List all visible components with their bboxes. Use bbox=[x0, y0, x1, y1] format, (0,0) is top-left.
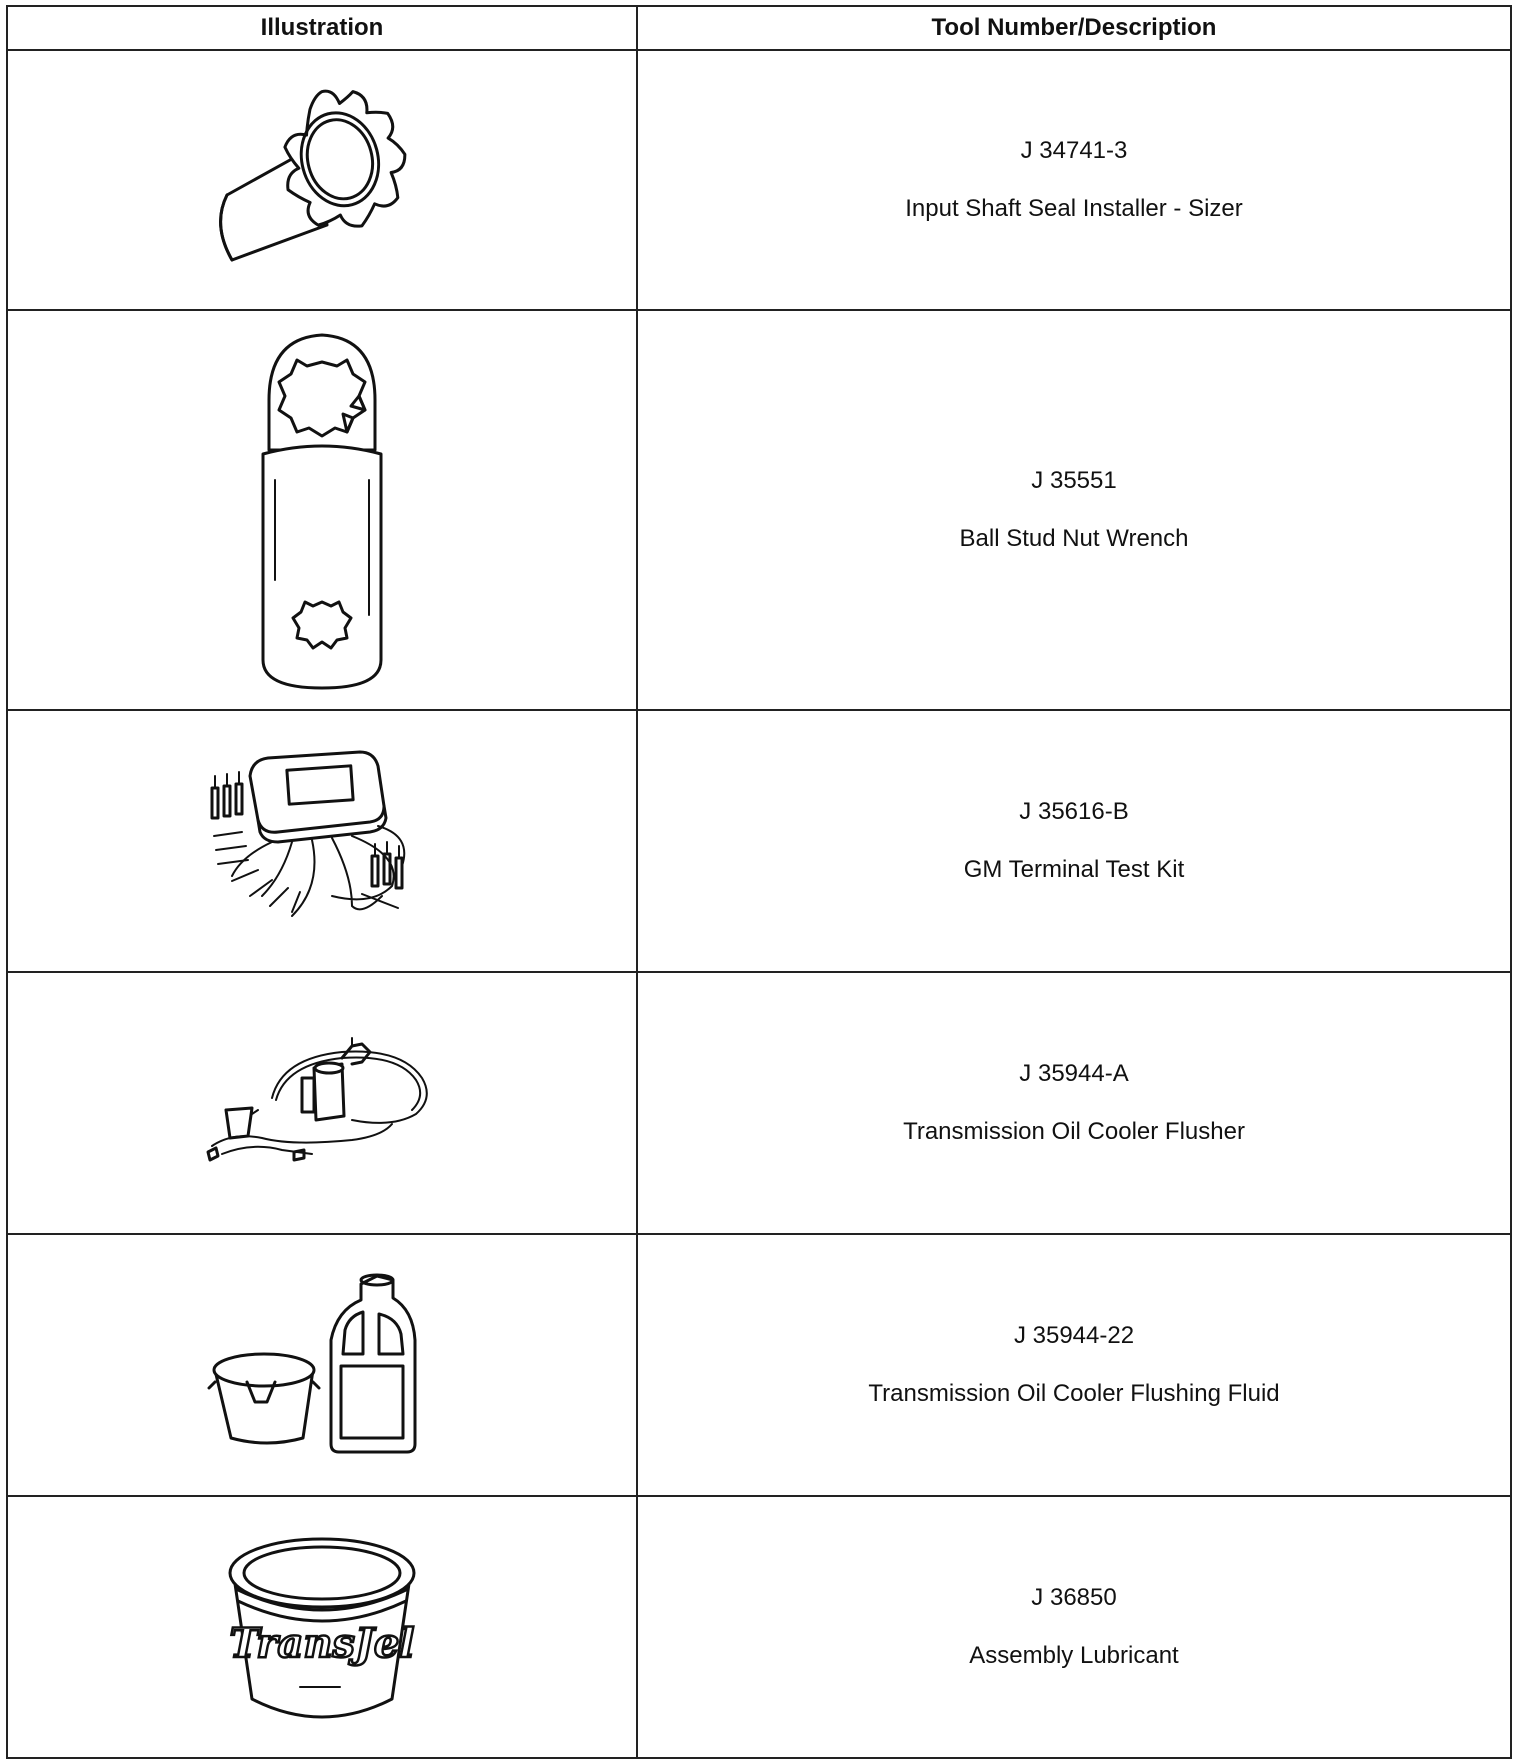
tool-number: J 35616-B bbox=[1019, 798, 1129, 825]
tool-number: J 34741-3 bbox=[1020, 137, 1128, 164]
tool-description-cell bbox=[637, 50, 1511, 310]
illustration-cell bbox=[7, 710, 637, 972]
tool-description: Transmission Oil Cooler Flusher bbox=[903, 1118, 1245, 1145]
table-header-row bbox=[7, 6, 1511, 50]
tool-description-cell bbox=[637, 972, 1511, 1234]
tool-number: J 35944-22 bbox=[1013, 1322, 1135, 1349]
tool-description: Assembly Lubricant bbox=[969, 1642, 1179, 1669]
tool-number: J 35944-A bbox=[1019, 1060, 1129, 1087]
tool-description-cell bbox=[637, 710, 1511, 972]
terminal-test-kit-illustration bbox=[202, 746, 442, 936]
table-row bbox=[7, 972, 1511, 1234]
assembly-lubricant-illustration bbox=[222, 1527, 422, 1727]
table-row bbox=[7, 1496, 1511, 1758]
illustration-cell bbox=[7, 310, 637, 710]
oil-cooler-flusher-illustration bbox=[202, 1028, 442, 1178]
seal-installer-sizer-illustration bbox=[207, 75, 437, 285]
table-row bbox=[7, 1234, 1511, 1496]
flushing-fluid-illustration bbox=[207, 1270, 437, 1460]
illustration-cell bbox=[7, 1234, 637, 1496]
tool-description-cell bbox=[637, 1496, 1511, 1758]
tool-number: J 35551 bbox=[1031, 467, 1117, 494]
illustration-column-header: Illustration bbox=[7, 6, 637, 50]
table-row bbox=[7, 50, 1511, 310]
illustration-cell bbox=[7, 972, 637, 1234]
tool-description: Input Shaft Seal Installer - Sizer bbox=[905, 195, 1243, 222]
tool-description-cell bbox=[637, 310, 1511, 710]
table-row bbox=[7, 310, 1511, 710]
tool-description-cell bbox=[637, 1234, 1511, 1496]
illustration-cell bbox=[7, 1496, 637, 1758]
special-tools-table bbox=[6, 5, 1512, 1759]
tool-column-header: Tool Number/Description bbox=[637, 6, 1511, 50]
tool-description: Ball Stud Nut Wrench bbox=[959, 525, 1189, 552]
illustration-cell bbox=[7, 50, 637, 310]
ball-stud-nut-wrench-illustration bbox=[247, 330, 397, 690]
transjel-logo: TransJel bbox=[229, 1620, 415, 1667]
tool-description: Transmission Oil Cooler Flushing Fluid bbox=[868, 1380, 1280, 1407]
tool-description: GM Terminal Test Kit bbox=[963, 856, 1185, 883]
tool-number: J 36850 bbox=[1031, 1584, 1117, 1611]
table-row bbox=[7, 710, 1511, 972]
